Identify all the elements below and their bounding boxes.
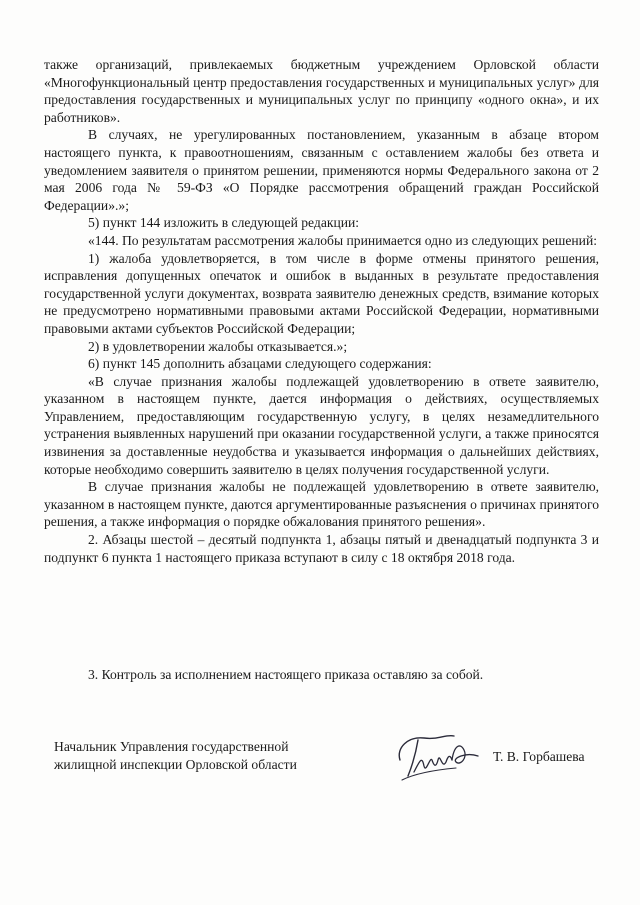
signatory-position-line-1: Начальник Управления государственной [54, 739, 289, 754]
signatory-position [54, 738, 334, 774]
handwritten-signature [394, 726, 484, 786]
paragraph-control: 3. Контроль за исполнением настоящего приказа оставляю за собой. [88, 667, 484, 682]
paragraph-complaint-rejected: В случае признания жалобы не подлежащей удовлетворению в ответе заявителю, указанном в настоящем пункте, даются аргументированные разъяснения о причинах принятого решения, а также информация о порядке обжалования принятого решения». [44, 479, 599, 530]
paragraph-effective-date: 2. Абзацы шестой – десятый подпункта 1, абзацы пятый и двенадцатый подпункта 3 и подпункт 6 пункта 1 настоящего приказа вступают в силу с 18 октября 2018 года. [44, 532, 599, 565]
paragraph-point-144: «144. По результатам рассмотрения жалобы принимается одно из следующих решений: [88, 232, 598, 248]
document-body [44, 56, 599, 566]
signatory-position-line-2: жилищной инспекции Орловской области [54, 757, 297, 772]
paragraph-item-6: 6) пункт 145 дополнить абзацами следующего содержания: [88, 356, 432, 372]
paragraph-complaint-satisfied: «В случае признания жалобы подлежащей удовлетворению в ответе заявителю, указанном в настоящем пункте, дается информация о действиях, осуществляемых Управлением, предоставляющим государственную услугу, в целях незамедлительного устранения выявленных нарушений при оказании государственной услуги, а также приносятся извинения за доставленные неудобства и указывается информация о дальнейших действиях, которые необходимо совершить заявителю в целях получения государственной услуги. [44, 373, 599, 477]
paragraph-item-5: 5) пункт 144 изложить в следующей редакции: [88, 215, 360, 231]
paragraph-unregulated-cases: В случаях, не урегулированных постановлением, указанным в абзаце втором настоящего пункта, к правоотношениям, связанным с оставлением жалобы без ответа и уведомлением заявителя о принятом решении, применяются нормы Федерального закона от 2 мая 2006 года № 59-ФЗ «О Порядке рассмотрения обращений граждан Российской Федерации».»; [44, 127, 599, 213]
signatory-name: Т. В. Горбашева [493, 749, 585, 764]
paragraph-decision-1: 1) жалоба удовлетворяется, в том числе в форме отмены принятого решения, исправления допущенных опечаток и ошибок в выданных в результате предоставления государственной услуги документах, возврата заявителю денежных средств, взимание которых не предусмотрено нормативными правовыми актами Российской Федерации, нормативными правовыми актами субъектов Российской Федерации; [44, 250, 599, 336]
paragraph-continuation: также организаций, привлекаемых бюджетным учреждением Орловской области «Многофункциональный центр предоставления государственных и муниципальных услуг» для предоставления государственных и муниципальных услуг по принципу «одного окна», и их работников». [44, 57, 599, 125]
paragraph-decision-2: 2) в удовлетворении жалобы отказывается.»; [88, 338, 348, 354]
